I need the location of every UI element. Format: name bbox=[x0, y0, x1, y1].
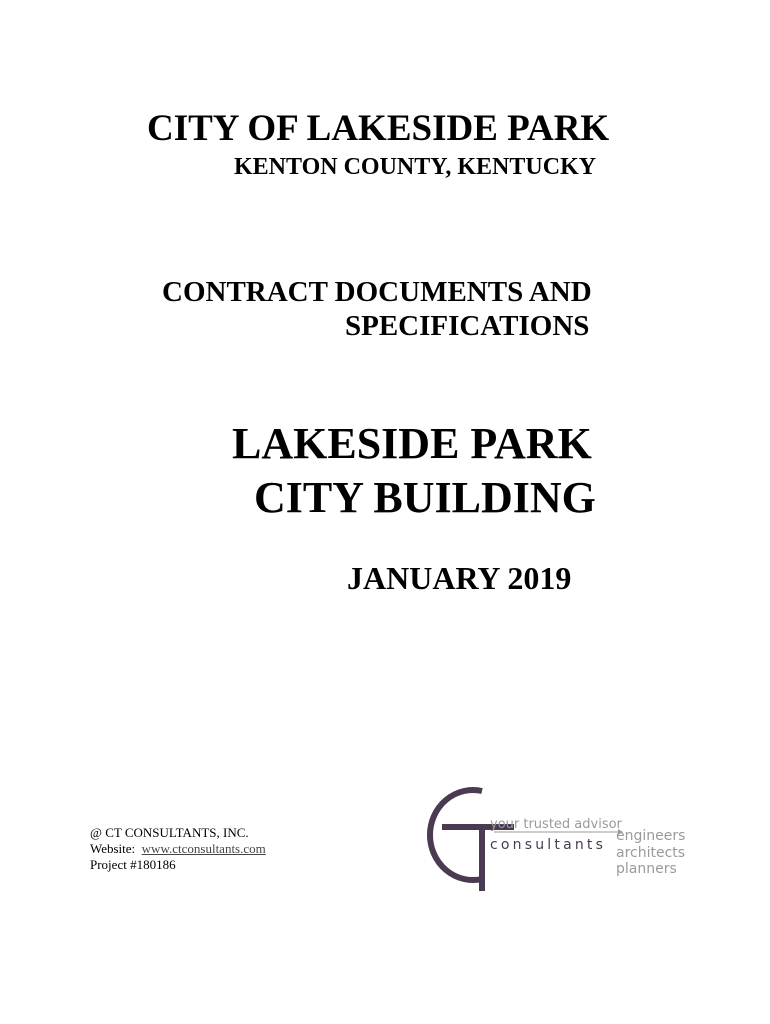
document-type-line-1: CONTRACT DOCUMENTS AND bbox=[162, 276, 592, 308]
document-date: JANUARY 2019 bbox=[347, 560, 572, 596]
logo-tagline: your trusted advisor bbox=[490, 817, 622, 832]
city-title: CITY OF LAKESIDE PARK bbox=[147, 108, 610, 149]
project-title-line-2: CITY BUILDING bbox=[254, 473, 596, 522]
logo-service-engineers: engineers bbox=[616, 828, 686, 844]
website-link[interactable]: www.ctconsultants.com bbox=[141, 841, 266, 856]
project-title-line-1: LAKESIDE PARK bbox=[232, 419, 592, 468]
logo-name: consultants bbox=[490, 837, 607, 853]
document-type-line-2: SPECIFICATIONS bbox=[345, 310, 590, 342]
county-subtitle: KENTON COUNTY, KENTUCKY bbox=[234, 154, 597, 180]
footer-company: @ CT CONSULTANTS, INC. bbox=[90, 825, 249, 840]
footer-project-number: Project #180186 bbox=[90, 857, 176, 872]
logo-service-planners: planners bbox=[616, 861, 677, 877]
footer-website bbox=[90, 842, 266, 855]
website-label: Website: bbox=[90, 841, 136, 856]
logo-service-architects: architects bbox=[616, 845, 686, 861]
